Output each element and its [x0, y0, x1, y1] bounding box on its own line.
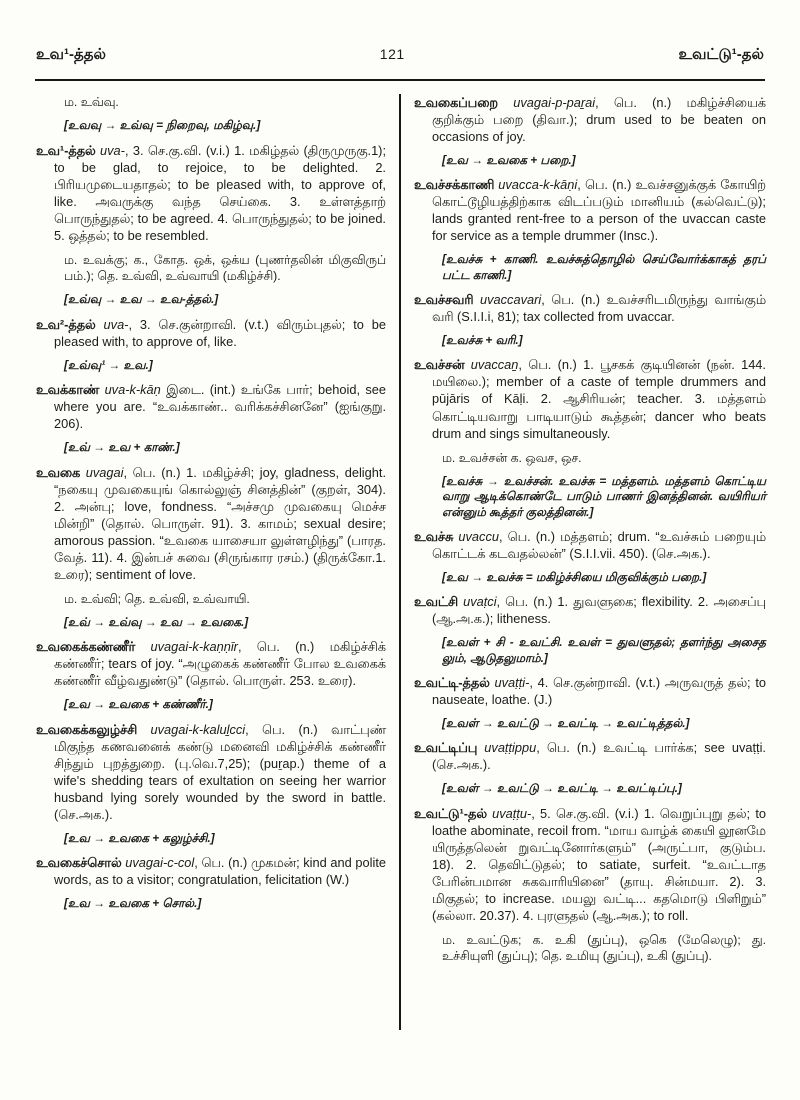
etymology-line: [உவச்சு → உவச்சன். உவச்சு = மத்தளம். மத்தளம் கொட்டிய வாறு ஆடிக்கொண்டே பாடும் பாணர் இனத்தினன். வயிரியர் என்னும் கூத்தர் குலத்தினன்.] — [442, 473, 766, 519]
transliteration: uvaṭci — [458, 594, 497, 610]
cognate-line: ம. உவக்கு; க., கோத. ஒக், ஒக்ய (புணர்தலின் மிகுவிருப் பம்.); தெ. உவ்வி, உவ்வாயி (மகிழ்ச்சி). — [64, 252, 386, 284]
headword: உவச்சவரி — [414, 292, 474, 308]
transliteration: uva- — [95, 316, 129, 332]
cognate-line: ம. உவ்வி; தெ. உவ்வி, உவ்வாயி. — [64, 591, 250, 606]
cognate-line: ம. உவட்டுக; க. உகி (துப்பு), ஒகெ (மேலெழு); து. உச்சியுளி (துப்பு); தெ. உமியு (துப்பு), உகி (துப்பு). — [442, 932, 766, 964]
dict-entry — [36, 638, 386, 689]
left-column — [36, 94, 386, 919]
transliteration: uvagai-p-paṟai — [498, 95, 596, 110]
definition-text: , பெ. (n.) மகிழ்ச்சியைக் குறிக்கும் பறை (திவா.); drum used to be beaten on occasions of joy. — [432, 95, 766, 145]
transliteration: uvaṭṭippu — [477, 740, 537, 756]
cognate-line: ம. உவ்வு. — [64, 95, 119, 109]
page-number: 121 — [379, 46, 405, 62]
headword: உவச்சன் — [414, 357, 465, 373]
definition-text: , பெ. (n.) 1. பூசகக் குடியினன் (நன். 144. மயிலை.); member of a caste of temple drummers and pūjāris of Kāḷi. 2. ஆசிரியன்; teacher. 3. மத்தளம் கொட்டியவாறு பாடியாடும் கூத்தன்; dancer who beats drum and sings simultaneously. — [432, 357, 766, 441]
etymology-line: [உவ்வு → உவ → உவ-த்தல்.] — [64, 292, 219, 307]
headword: உவகைச்சொல் — [36, 855, 122, 871]
dict-entry — [414, 94, 766, 145]
transliteration: uvaccu — [453, 528, 499, 544]
definition-text: , பெ. (n.) உவட்டி பார்க்க; see uvaṭṭi. (செ.அக.). — [432, 740, 766, 773]
dict-entry — [414, 739, 766, 773]
headword: உவகைக்கண்ணீர் — [36, 639, 136, 655]
headword: உவட்டு¹-தல் — [414, 805, 487, 821]
transliteration: uva-k-kāṇ — [99, 382, 161, 398]
etymology-line: [உவ → உவகை + சொல்.] — [64, 896, 202, 911]
etymology-line: [உவ் → உவ்வு → உவ → உவகை.] — [64, 614, 249, 629]
etymology-line: [உவ → உவகை + கலுழ்ச்சி.] — [64, 830, 215, 845]
dict-entry — [414, 176, 766, 244]
transliteration: uvaccavari — [473, 292, 542, 308]
definition-text: , பெ. (n.) உவச்சரிடமிருந்து வாங்கும் வரி (S.I.I.i, 81); tax collected from uvaccar. — [432, 292, 766, 325]
transliteration: uvagai-c-col — [121, 855, 195, 871]
dict-entry — [414, 356, 766, 441]
headword: உவச்சு — [414, 528, 454, 544]
dict-entry — [36, 142, 386, 244]
column-divider — [399, 94, 401, 1030]
headword: உவச்சக்காணி — [414, 177, 495, 193]
transliteration: uvagai-k-kaluḻcci — [137, 721, 246, 737]
definition-text: , பெ. (n.) 1. துவளுகை; flexibility. 2. அசைப்பு (ஆ.அ.க.); litheness. — [432, 594, 766, 627]
headword: உவட்டி-த்தல் — [414, 674, 490, 690]
headword: உவகைப்பறை — [414, 95, 499, 110]
etymology-line: [உவள் + சி - உவட்சி. உவள் = துவளுதல்; தளர்ந்து அசைத லும், ஆடுதலுமாம்.] — [442, 635, 766, 665]
headword: உவகைக்கலுழ்ச்சி — [36, 721, 138, 737]
etymology-line: [உவவு → உவ்வு = நிறைவு, மகிழ்வு.] — [64, 118, 261, 133]
definition-text: , பெ. (n.) மகிழ்ச்சிக் கண்ணீர்; tears of joy. “அழுகைக் கண்ணீர் போல உவகைக் கண்ணீர் வீழ்வதுண்டு” (தொல். பொருள். 253. உரை). — [54, 639, 386, 689]
etymology-line: [உவள் → உவட்டு → உவட்டி → உவட்டிப்பு.] — [442, 781, 682, 796]
headword: உவகை — [36, 464, 81, 480]
definition-text: இடை. (int.) உங்கே பார்; behoid, see where you are. “உவக்காண்.. வரிக்கச்சினனே” (ஐங்குறு. 206). — [54, 382, 386, 432]
right-column — [414, 94, 766, 972]
dict-entry — [36, 381, 386, 432]
transliteration: uvacca-k-kāṇi — [494, 177, 578, 193]
headword: உவட்சி — [414, 594, 459, 610]
etymology-line: [உவ் → உவ + காண்.] — [64, 440, 180, 455]
dict-entry — [36, 721, 386, 823]
definition-text: , 3. செ.குன்றாவி. (v.t.) விரும்புதல்; to be pleased with, to approve of, like. — [54, 316, 386, 349]
headword: உவட்டிப்பு — [414, 740, 478, 756]
definition-text: , 4. செ.குன்றாவி. (v.t.) அருவருத் தல்; to nauseate, loathe. (J.) — [432, 674, 766, 707]
dict-entry — [36, 316, 386, 350]
dict-entry — [414, 674, 766, 708]
headword: உவ¹-த்தல் — [36, 142, 96, 158]
definition-text: , 3. செ.கு.வி. (v.i.) 1. மகிழ்தல் (திருமுருகு.1); to be glad, to rejoice, to be delighted. 2. பிரியமுடையதாதல்; to be pleased with, to approve of, like. அவருக்கு வந்த செய்கை. 3. உள்ளத்தாற் பொருந்துதல்; to be agreed. 4. பொருந்துதல்; to be joined. 5. ஒத்தல்; to be resembled. — [54, 142, 386, 243]
etymology-line: [உவ → உவச்சு = மகிழ்ச்சியை மிகுவிக்கும் பறை.] — [442, 569, 707, 584]
etymology-line: [உவச்சு + வரி.] — [442, 333, 523, 348]
transliteration: uva- — [95, 142, 125, 158]
transliteration: uvaṭṭu- — [486, 805, 532, 821]
page-header — [36, 46, 764, 65]
transliteration: uvaṭṭi- — [489, 674, 530, 690]
definition-text: , பெ. (n.) உவச்சனுக்குக் கோயிற் கொட்டூழியத்திற்காக விடப்படும் மானியம் (கல்வெட்டு); lands granted rent-free to a person of the uvaccan caste for service as a temple drummer (Insc.). — [432, 177, 767, 244]
etymology-line: [உவள் → உவட்டு → உவட்டி → உவட்டித்தல்.] — [442, 715, 690, 730]
dict-entry — [414, 291, 766, 325]
dict-entry — [414, 593, 766, 627]
definition-text: , பெ. (n.) மத்தளம்; drum. “உவச்சும் பறையும் கொட்டக் கடவதல்லன்” (S.I.I.vii. 450). (செ.அக.). — [432, 528, 766, 561]
etymology-line: [உவ → உவகை + கண்ணீர்.] — [64, 697, 213, 712]
dict-entry — [36, 854, 386, 888]
dict-entry — [36, 464, 386, 583]
etymology-line: [உவ → உவகை + பறை.] — [442, 153, 576, 168]
header-rule — [35, 79, 765, 81]
headword: உவ²-த்தல் — [36, 316, 96, 332]
definition-text: , 5. செ.கு.வி. (v.i.) 1. வெறுப்புறு தல்; to loathe abominate, recoil from. “மாய வாழ்க் கையி லூனமே யிருத்தலென் றுவட்டினோர்களும்” (அருட்பா, குடும்ப. 18). 2. தெவிட்டுதல்; to satiate, surfeit. “உவட்டாத பேரின்பமான சுகவாரியினை” (தாயு. சின்மயா. 2). 3. மிகுதல்; to increase. மயலு வட்டி... கதமொடு பிளிறும்” (கல்லா. 20.37). 4. புரளுதல் (ஆ.அக.); to roll. — [432, 805, 766, 923]
cognate-line: ம. உவச்சன் க. ஒவச, ஒச. — [442, 450, 582, 465]
dict-entry — [414, 805, 766, 924]
dict-entry — [414, 528, 766, 562]
etymology-line: [உவ்வு¹ → உவ.] — [64, 357, 153, 372]
transliteration: uvaccaṉ — [464, 357, 519, 373]
transliteration: uvagai — [80, 464, 124, 480]
headword: உவக்காண் — [36, 382, 100, 398]
right-catchword: உவட்டு¹-தல் — [678, 46, 764, 63]
left-catchword: உவ¹-த்தல் — [36, 46, 106, 63]
definition-text: , பெ. (n.) முகமன்; kind and polite words, as to a visitor; congratulation, felicitation (W.) — [54, 855, 386, 888]
definition-text: , பெ. (n.) 1. மகிழ்ச்சி; joy, gladness, delight. “நகையு முவகையுங் கொல்லுஞ் சினத்தின்” (குறள், 304). 2. அன்பு; love, fondness. “அச்சமு முவகையு மெச்ச மின்றி” (தொல். பொருள். 91). 3. காமம்; sexual desire; amorous passion. “உவகை யாசையா லுள்ளழிந்து” (பாரத. வேத். 11). 4. இன்பச் சுவை (சிருங்கார ரசம்.) (திருக்கோ.1. உரை); sentiment of love. — [54, 464, 386, 582]
etymology-line: [உவச்சு + காணி. உவச்சுத்தொழில் செய்வோர்க்காகத் தரப் பட்ட காணி.] — [442, 252, 766, 282]
definition-text: , பெ. (n.) வாட்புண் மிகுந்த கணவனைக் கண்டு மனைவி மகிழ்ச்சிக் கண்ணீர் சிந்தும் புறத்துறை. (பு.வெ.7,25); (puṟap.) theme of a wife's shedding tears of exultation on seeing her warrior husband lying sorely wounded by the sword in battle. (செ.அக.). — [54, 721, 386, 822]
transliteration: uvagai-k-kaṇṇīr — [135, 639, 238, 655]
